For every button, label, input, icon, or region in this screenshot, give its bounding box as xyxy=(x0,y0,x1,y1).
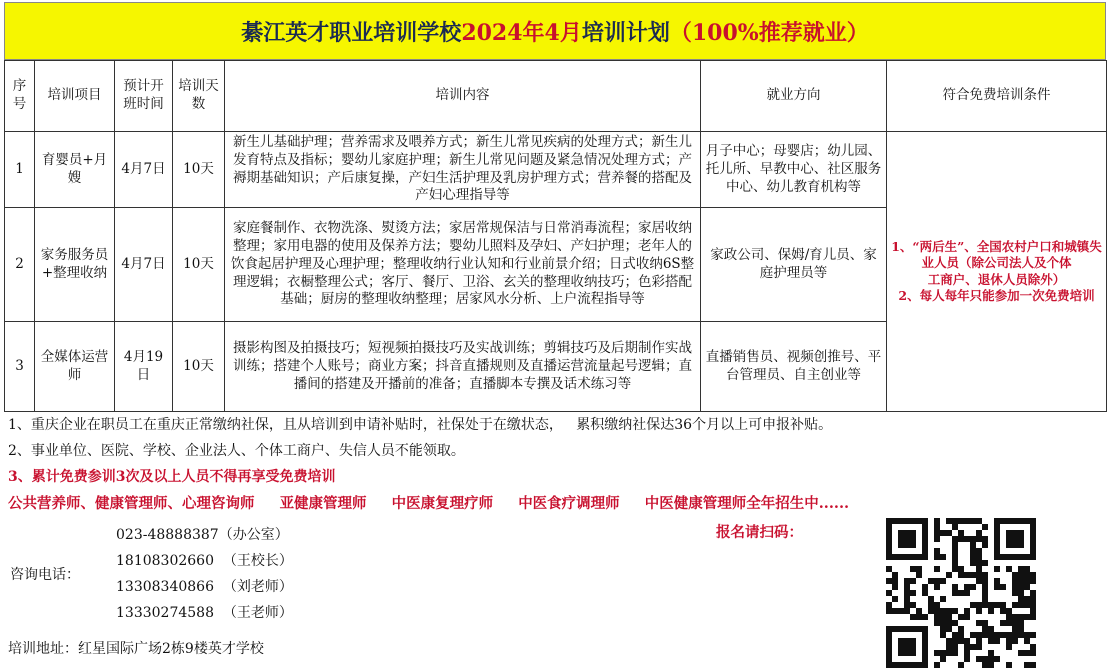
table-row xyxy=(5,132,1107,208)
note-3: 3、累计免费参训3次及以上人员不得再享受免费培训 xyxy=(8,469,336,485)
header-content: 培训内容 xyxy=(225,61,701,132)
row-start: 4月19日 xyxy=(115,322,173,412)
row-content: 家庭餐制作、衣物洗涤、熨烫方法；家居常规保洁与日常消毒流程；家居收纳整理；家用电器的使用及保养方法；婴幼儿照料及孕妇、产妇护理；老年人的饮食起居护理及心理护理；整理收纳行业认知和行业前景介绍；日式收纳6S整理逻辑；衣橱整理公式；客厅、餐厅、卫浴、玄关的整理收纳技巧；色彩搭配基础；厨房的整理收纳整理；居家风水分析、上户流程指导等 xyxy=(225,208,701,322)
course-item: 中医食疗调理师 xyxy=(518,495,620,512)
header-project: 培训项目 xyxy=(35,61,115,132)
training-plan-table xyxy=(4,60,1107,412)
row-project: 家务服务员+整理收纳 xyxy=(35,208,115,322)
row-project: 全媒体运营师 xyxy=(35,322,115,412)
row-direction: 月子中心；母婴店；幼儿园、托儿所、早教中心、社区服务中心、幼儿教育机构等 xyxy=(701,132,887,208)
row-days: 10天 xyxy=(173,208,225,322)
row-start: 4月7日 xyxy=(115,208,173,322)
note-2: 2、事业单位、医院、学校、企业法人、个体工商户、失信人员不能领取。 xyxy=(8,443,465,459)
table-header-row xyxy=(5,61,1107,132)
qr-code-icon[interactable] xyxy=(886,518,1036,668)
note-1: 1、重庆企业在职员工在重庆正常缴纳社保，且从培训到申请补贴时，社保处于在缴状态， 累积缴纳社保达36个月以上可申报补贴。 xyxy=(8,417,833,433)
title-bar xyxy=(4,2,1106,60)
course-item: 中医康复理疗师 xyxy=(391,495,494,512)
title-school: 綦江英才职业培训学校 xyxy=(241,19,462,46)
course-list xyxy=(8,492,1008,513)
condition-line-3: 2、每人每年只能参加一次免费培训 xyxy=(898,288,1095,304)
consult-label: 咨询电话： xyxy=(10,567,80,583)
address: 培训地址：红星国际广场2栋9楼英才学校 xyxy=(8,641,264,657)
row-direction: 家政公司、保姆/育儿员、家庭护理员等 xyxy=(701,208,887,322)
row-no: 3 xyxy=(5,322,35,412)
phone-office: 023-48888387（办公室） xyxy=(116,527,289,543)
condition-line-2: 工商户、退休人员除外） xyxy=(927,271,1066,287)
course-item: 亚健康管理师 xyxy=(279,495,367,512)
row-no: 2 xyxy=(5,208,35,322)
title-plan: 培训计划 xyxy=(581,19,670,46)
row-days: 10天 xyxy=(173,132,225,208)
header-direction: 就业方向 xyxy=(701,61,887,132)
header-no: 序号 xyxy=(5,61,35,132)
row-content: 新生儿基础护理；营养需求及喂养方式；新生儿常见疾病的处理方式；新生儿发育特点及指标；婴幼儿家庭护理；新生儿常见问题及紧急情况处理方式；产褥期基础知识；产后康复操，产妇生活护理及乳房护理方式；营养餐的搭配及产妇心理指导等 xyxy=(225,132,701,208)
row-content: 摄影构图及拍摄技巧；短视频拍摄技巧及实战训练；剪辑技巧及后期制作实战训练；搭建个人账号；商业方案；抖音直播规则及直播运营流量起号逻辑；直播间的搭建及开播前的准备；直播脚本专撰及话术练习等 xyxy=(225,322,701,412)
phone-principal: 18108302660 （王校长） xyxy=(116,553,293,569)
title-period: 2024年4月 xyxy=(461,19,582,46)
title-slogan: （100%推荐就业） xyxy=(669,19,869,46)
notes xyxy=(8,412,832,490)
scan-label: 报名请扫码： xyxy=(716,524,803,541)
condition-line-1: 1、“两后生”、全国农村户口和城镇失业人员（除公司法人及个体 xyxy=(891,238,1102,271)
course-item: 公共营养师、健康管理师、心理咨询师 xyxy=(8,495,255,512)
header-start: 预计开班时间 xyxy=(115,61,173,132)
row-project: 育婴员+月嫂 xyxy=(35,132,115,208)
phone-list xyxy=(116,522,293,626)
header-days: 培训天数 xyxy=(173,61,225,132)
phone-teacher-wang: 13330274588 （王老师） xyxy=(116,605,293,621)
course-item: 中医健康管理师全年招生中...... xyxy=(644,495,850,512)
row-days: 10天 xyxy=(173,322,225,412)
row-start: 4月7日 xyxy=(115,132,173,208)
row-direction: 直播销售员、视频创推号、平台管理员、自主创业等 xyxy=(701,322,887,412)
header-conditions: 符合免费培训条件 xyxy=(887,61,1107,132)
phone-teacher-liu: 13308340866 （刘老师） xyxy=(116,579,293,595)
free-training-conditions xyxy=(887,132,1107,412)
row-no: 1 xyxy=(5,132,35,208)
